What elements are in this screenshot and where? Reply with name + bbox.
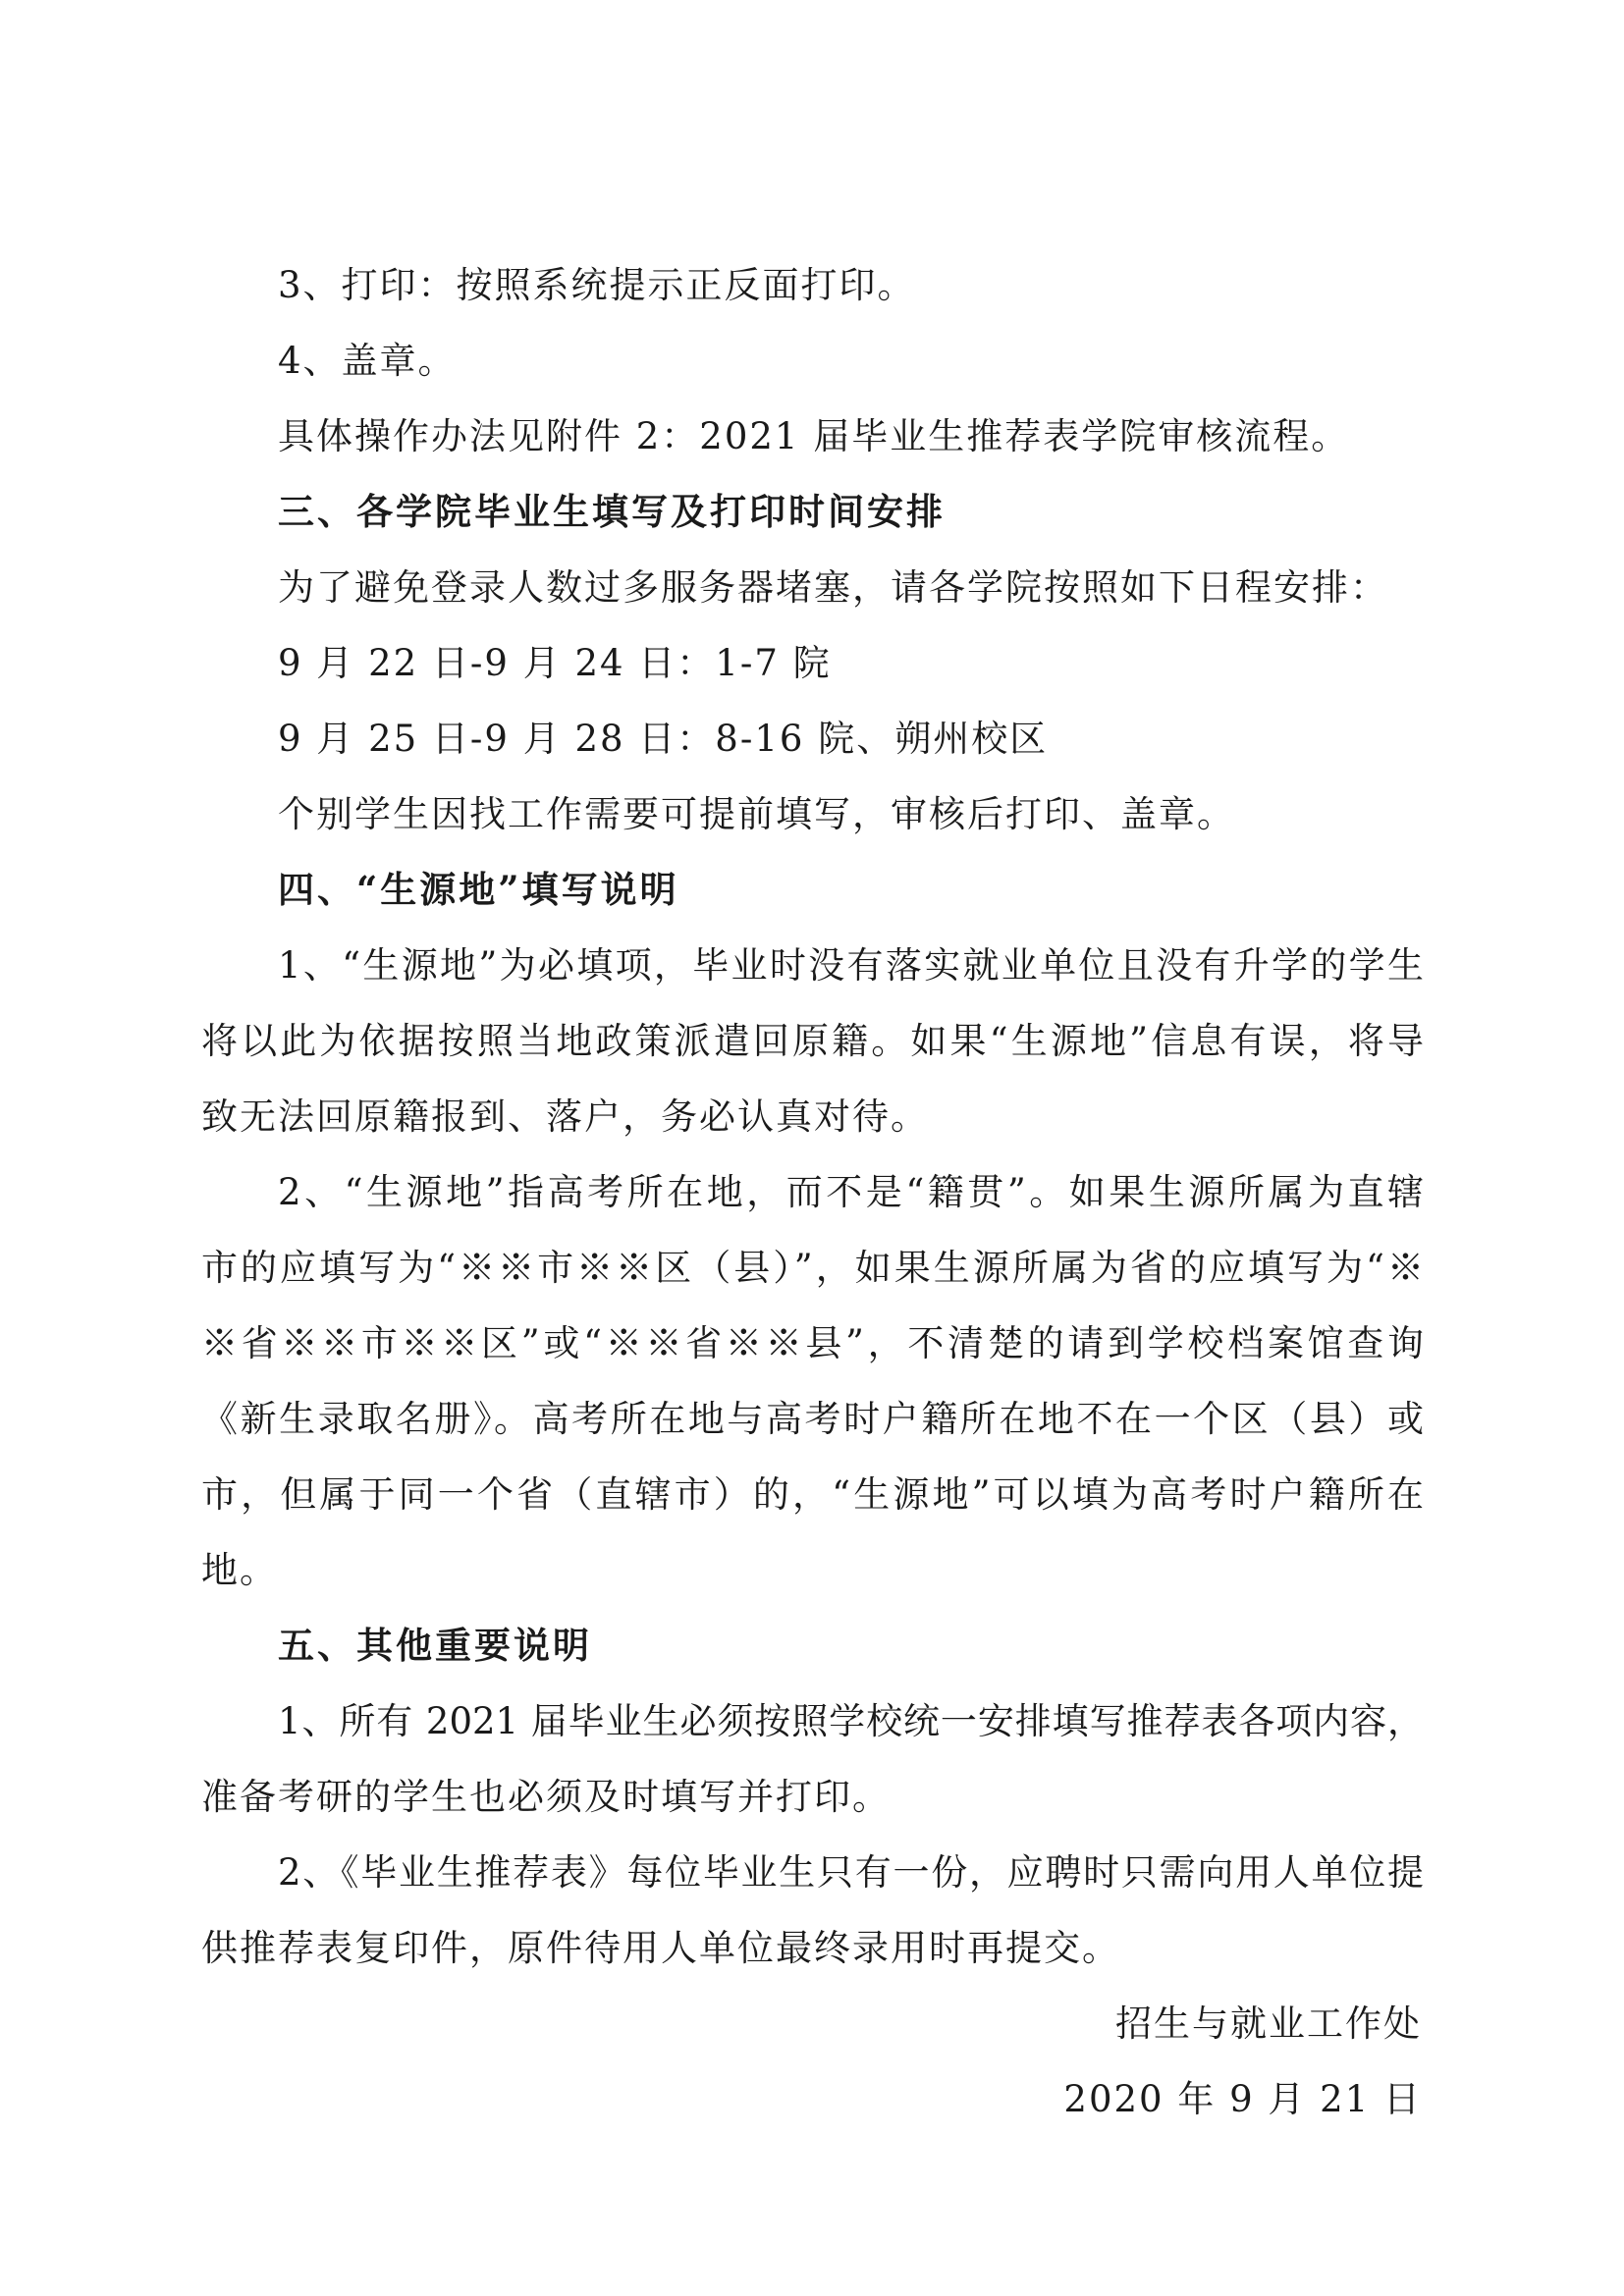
issuing-office: 招生与就业工作处 [1115, 2002, 1422, 2045]
origin-rule-2-line-2: 市的应填写为“※※市※※区（县）”，如果生源所属为省的应填写为“※ [201, 1247, 1424, 1289]
origin-rule-2-line-4: 《新生录取名册》。高考所在地与高考时户籍所在地不在一个区（县）或 [201, 1398, 1424, 1440]
schedule-intro: 为了避免登录人数过多服务器堵塞，请各学院按照如下日程安排： [278, 566, 1388, 609]
origin-rule-2-line-1: 2、“生源地”指高考所在地，而不是“籍贯”。如果生源所属为直辖 [278, 1171, 1424, 1213]
schedule-note: 个别学生因找工作需要可提前填写，审核后打印、盖章。 [278, 793, 1235, 835]
origin-rule-2-line-3: ※省※※市※※区”或“※※省※※县”，不清楚的请到学校档案馆查询 [201, 1322, 1424, 1364]
origin-rule-1-line-1: 1、“生源地”为必填项，毕业时没有落实就业单位且没有升学的学生 [278, 944, 1424, 987]
other-note-1-line-1: 1、所有 2021 届毕业生必须按照学校统一安排填写推荐表各项内容， [278, 1700, 1424, 1742]
section-5-heading: 五、其他重要说明 [278, 1624, 592, 1667]
step-3-print: 3、打印：按照系统提示正反面打印。 [278, 264, 916, 306]
other-note-1-line-2: 准备考研的学生也必须及时填写并打印。 [201, 1776, 891, 1818]
procedure-reference: 具体操作办法见附件 2：2021 届毕业生推荐表学院审核流程。 [278, 415, 1350, 457]
origin-rule-1-line-3: 致无法回原籍报到、落户，务必认真对待。 [201, 1095, 929, 1138]
step-4-stamp: 4、盖章。 [278, 340, 457, 382]
schedule-item-1: 9 月 22 日-9 月 24 日：1-7 院 [278, 642, 832, 684]
origin-rule-1-line-2: 将以此为依据按照当地政策派遣回原籍。如果“生源地”信息有误，将导 [201, 1020, 1424, 1062]
other-note-2-line-2: 供推荐表复印件，原件待用人单位最终录用时再提交。 [201, 1927, 1120, 1969]
origin-rule-2-line-5: 市，但属于同一个省（直辖市）的，“生源地”可以填为高考时户籍所在 [201, 1473, 1424, 1516]
section-4-heading: 四、“生源地”填写说明 [278, 868, 679, 911]
schedule-item-2: 9 月 25 日-9 月 28 日：8-16 院、朔州校区 [278, 718, 1049, 760]
section-3-heading: 三、各学院毕业生填写及打印时间安排 [278, 490, 946, 533]
origin-rule-2-line-6: 地。 [201, 1549, 278, 1591]
other-note-2-line-1: 2、《毕业生推荐表》每位毕业生只有一份，应聘时只需向用人单位提 [278, 1851, 1424, 1894]
issue-date: 2020 年 9 月 21 日 [1063, 2078, 1422, 2120]
